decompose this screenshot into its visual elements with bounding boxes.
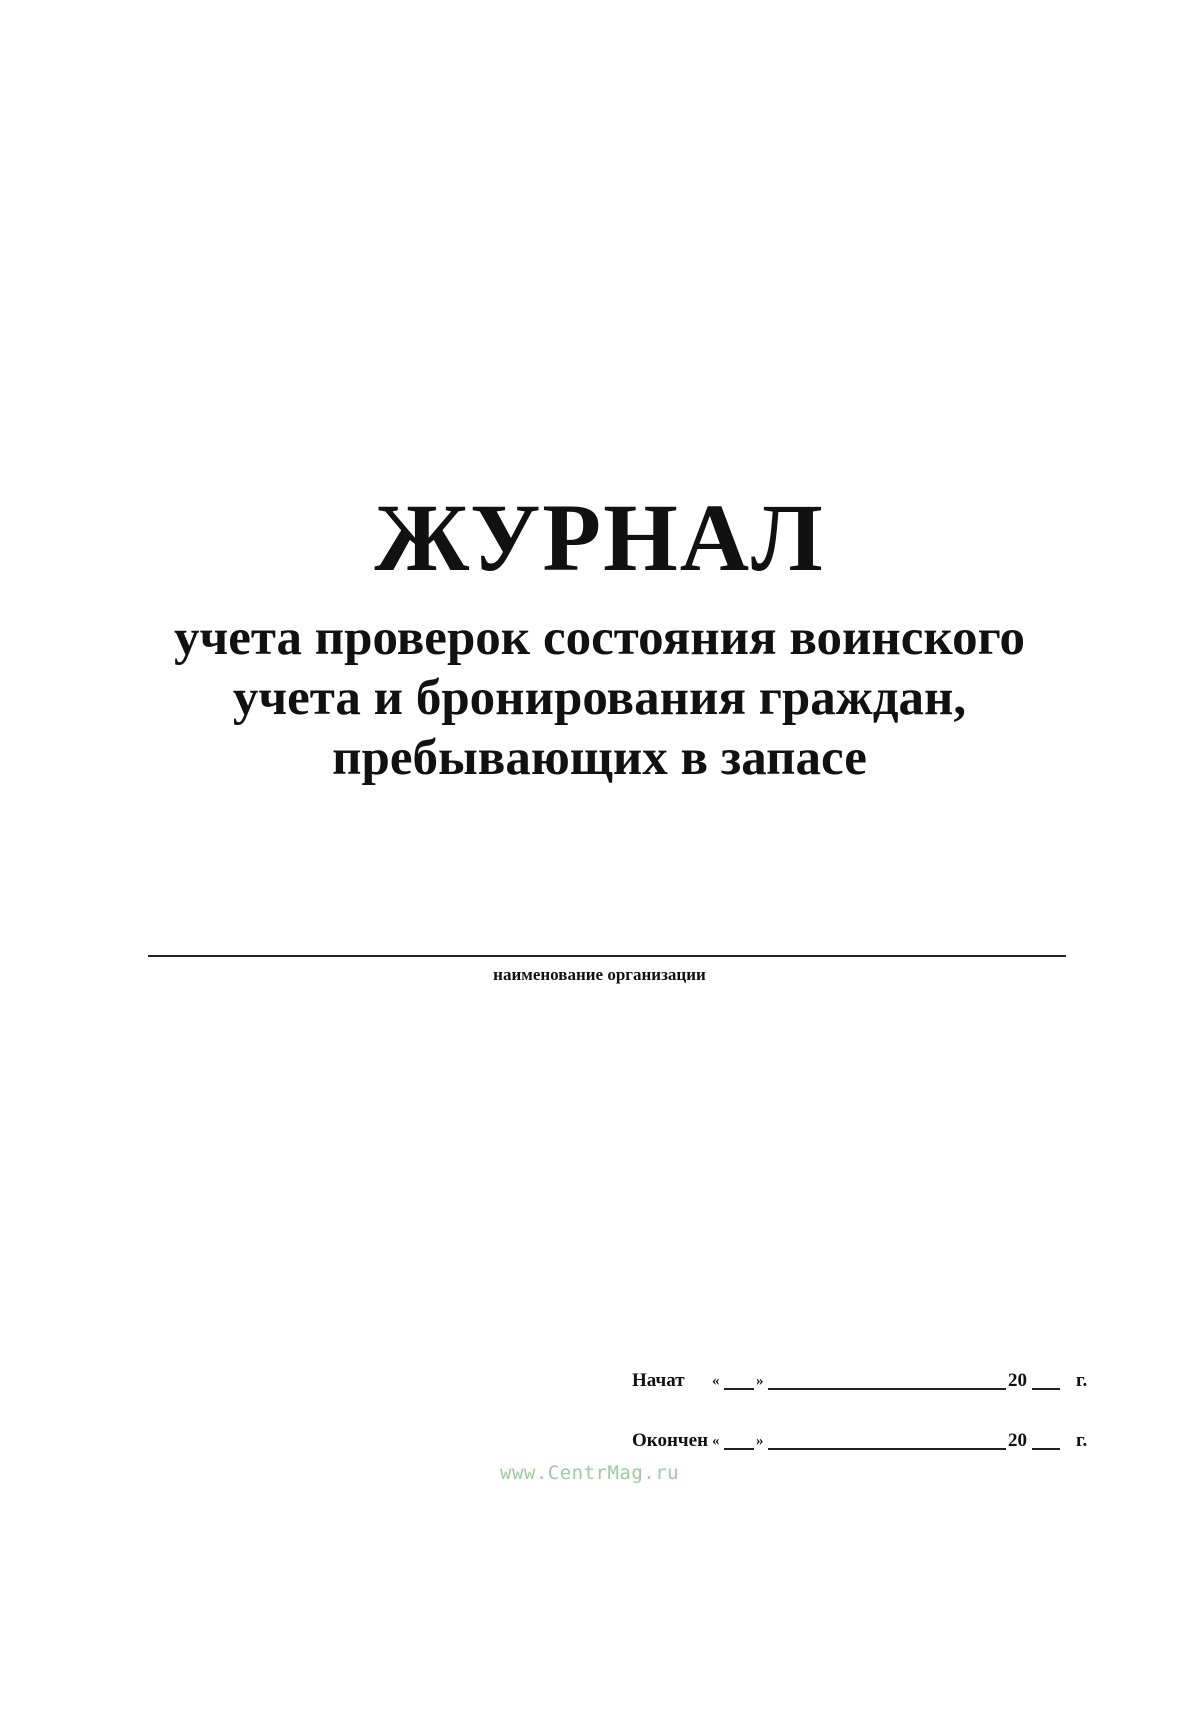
organization-name-line	[148, 955, 1066, 957]
end-century: 20	[1008, 1430, 1027, 1451]
end-year-blank	[1032, 1448, 1060, 1450]
start-open-quote: «	[712, 1373, 720, 1389]
subtitle-line: учета проверок состояния воинского	[173, 610, 1026, 666]
subtitle-line: пребывающих в запасе	[332, 730, 867, 786]
end-label: Окончен	[632, 1430, 709, 1451]
start-year-suffix: г.	[1076, 1370, 1088, 1391]
document-title: ЖУРНАЛ	[374, 484, 825, 591]
organization-caption: наименование организации	[493, 965, 706, 984]
end-day-blank	[724, 1448, 754, 1450]
watermark: www.CentrMag.ru	[500, 1462, 680, 1484]
subtitle-line: учета и бронирования граждан,	[232, 670, 967, 726]
start-day-blank	[724, 1388, 754, 1390]
end-year-suffix: г.	[1076, 1430, 1088, 1451]
start-year-blank	[1032, 1388, 1060, 1390]
start-label: Начат	[632, 1370, 685, 1391]
end-open-quote: «	[712, 1433, 720, 1449]
start-month-blank	[768, 1388, 1006, 1390]
start-century: 20	[1008, 1370, 1027, 1391]
start-close-quote: »	[756, 1373, 764, 1389]
document-subtitle	[0, 608, 1199, 788]
end-close-quote: »	[756, 1433, 764, 1449]
end-month-blank	[768, 1448, 1006, 1450]
